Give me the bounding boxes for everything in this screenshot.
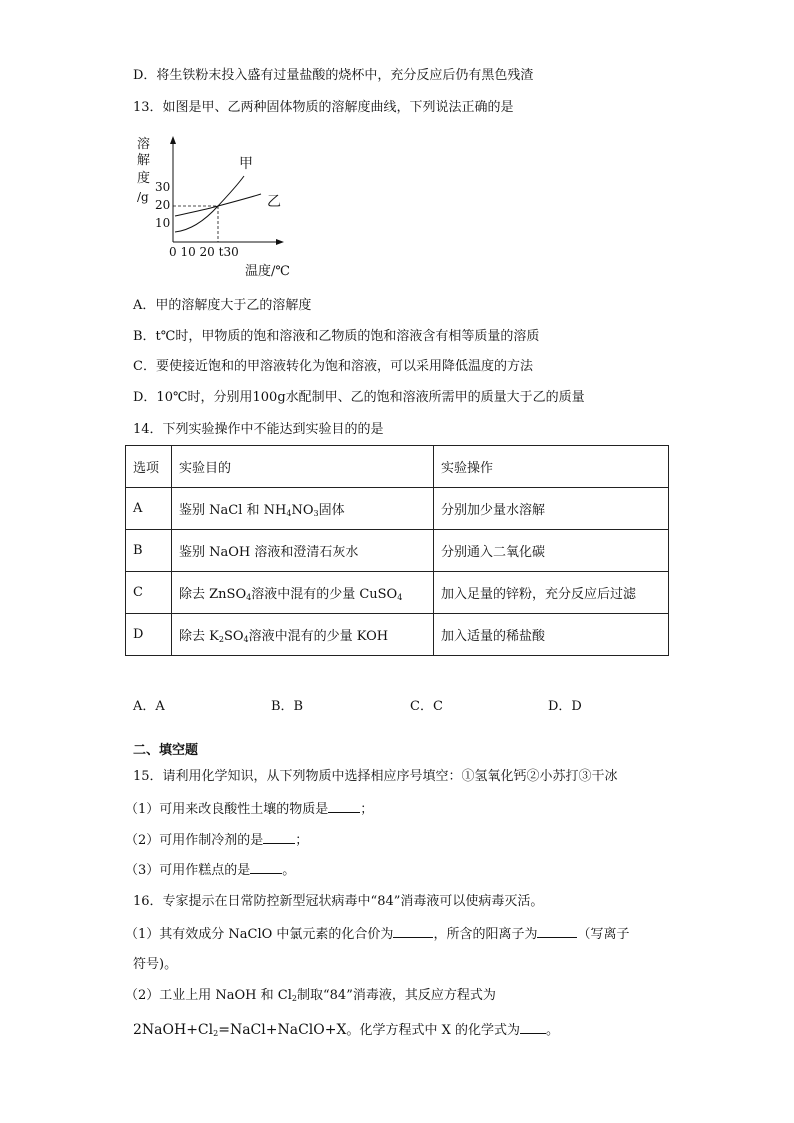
q15-part3: （3）可用作糕点的是 。 <box>125 863 296 878</box>
table-row <box>126 572 669 614</box>
row-operation: 分别通入二氧化碳 <box>434 530 669 572</box>
row-purpose: 除去 ZnSO$_4$溶液中混有的少量 CuSO$_4$ <box>172 572 434 614</box>
ytick-label: 10 <box>155 216 171 230</box>
header-operation: 实验操作 <box>434 446 669 488</box>
curve-jia <box>175 176 244 232</box>
q13-stem: 13．如图是甲、乙两种固体物质的溶解度曲线，下列说法正确的是 <box>133 100 514 115</box>
q16-part1-cont: 符号)。 <box>133 957 178 972</box>
answer-blank <box>520 1021 546 1034</box>
q13-option-b: B．t℃时，甲物质的饱和溶液和乙物质的饱和溶液含有相等质量的溶质 <box>133 329 540 344</box>
q16-part1: （1）其有效成分 NaClO 中氯元素的化合价为 ，所含的阳离子为 （写离子 <box>125 927 630 942</box>
q14-stem: 14．下列实验操作中不能达到实验目的的是 <box>133 422 384 437</box>
answer-blank <box>537 925 577 938</box>
q14-choice-b: B．B <box>271 699 304 714</box>
series-label-yi: 乙 <box>267 194 281 210</box>
q15-part2: （2）可用作制冷剂的是 ； <box>125 833 309 848</box>
row-option: B <box>126 530 172 572</box>
row-purpose: 除去 $K_2SO_4$溶液中混有的少量 KOH <box>172 614 434 656</box>
table-header-row <box>126 446 669 488</box>
x-axis-arrow <box>276 239 284 245</box>
xtick-labels: 0 10 20 t30 <box>169 245 239 259</box>
row-operation: 加入适量的稀盐酸 <box>434 614 669 656</box>
experiment-table <box>125 445 669 656</box>
q13-option-d: D．10℃时，分别用100g水配制甲、乙的饱和溶液所需甲的质量大于乙的质量 <box>133 390 585 405</box>
y-axis-arrow <box>170 136 176 144</box>
answer-blank <box>328 800 360 813</box>
row-option: A <box>126 488 172 530</box>
q16-part2: （2）工业上用 NaOH 和 $Cl_2$制取“84”消毒液，其反应方程式为 <box>125 988 496 1003</box>
section-heading: 二、填空题 <box>133 743 199 758</box>
table-row <box>126 530 669 572</box>
q14-choice-d: D．D <box>548 699 582 714</box>
y-label-char: /g <box>137 190 149 204</box>
answer-blank <box>263 831 295 844</box>
q12-option-d: D．将生铁粉末投入盛有过量盐酸的烧杯中，充分反应后仍有黑色残渣 <box>133 68 534 83</box>
q16-stem: 16．专家提示在日常防控新型冠状病毒中“84”消毒液可以使病毒灭活。 <box>133 894 544 909</box>
table-row <box>126 488 669 530</box>
answer-blank <box>250 861 282 874</box>
row-operation: 加入足量的锌粉，充分反应后过滤 <box>434 572 669 614</box>
y-label-char: 溶 <box>137 137 151 152</box>
table-row <box>126 614 669 656</box>
q13-option-c: C．要使接近饱和的甲溶液转化为饱和溶液，可以采用降低温度的方法 <box>133 359 533 374</box>
q14-choice-a: A．A <box>133 699 165 714</box>
y-label-char: 解 <box>137 153 151 168</box>
row-option: C <box>126 572 172 614</box>
series-label-jia: 甲 <box>239 156 253 172</box>
q14-choice-c: C．C <box>410 699 443 714</box>
solubility-chart <box>133 132 303 282</box>
q15-stem: 15．请利用化学知识，从下列物质中选择相应序号填空：①氢氧化钙②小苏打③干冰 <box>133 769 618 784</box>
q15-part1: （1）可用来改良酸性土壤的物质是 ； <box>125 802 374 817</box>
q16-equation: $2NaOH+Cl_2=NaCl+NaClO+X$。化学方程式中 X 的化学式为 。 <box>133 1022 559 1038</box>
row-option: D <box>126 614 172 656</box>
header-purpose: 实验目的 <box>172 446 434 488</box>
q13-option-a: A．甲的溶解度大于乙的溶解度 <box>133 298 312 313</box>
answer-blank <box>393 925 433 938</box>
x-axis-label: 温度/℃ <box>245 264 290 279</box>
row-purpose: 鉴别 NaCl 和 $NH_4NO_3$固体 <box>172 488 434 530</box>
header-option: 选项 <box>126 446 172 488</box>
y-label-char: 度 <box>137 171 151 186</box>
row-operation: 分别加少量水溶解 <box>434 488 669 530</box>
row-purpose: 鉴别 NaOH 溶液和澄清石灰水 <box>172 530 434 572</box>
ytick-label: 20 <box>155 198 171 212</box>
ytick-label: 30 <box>155 180 171 194</box>
